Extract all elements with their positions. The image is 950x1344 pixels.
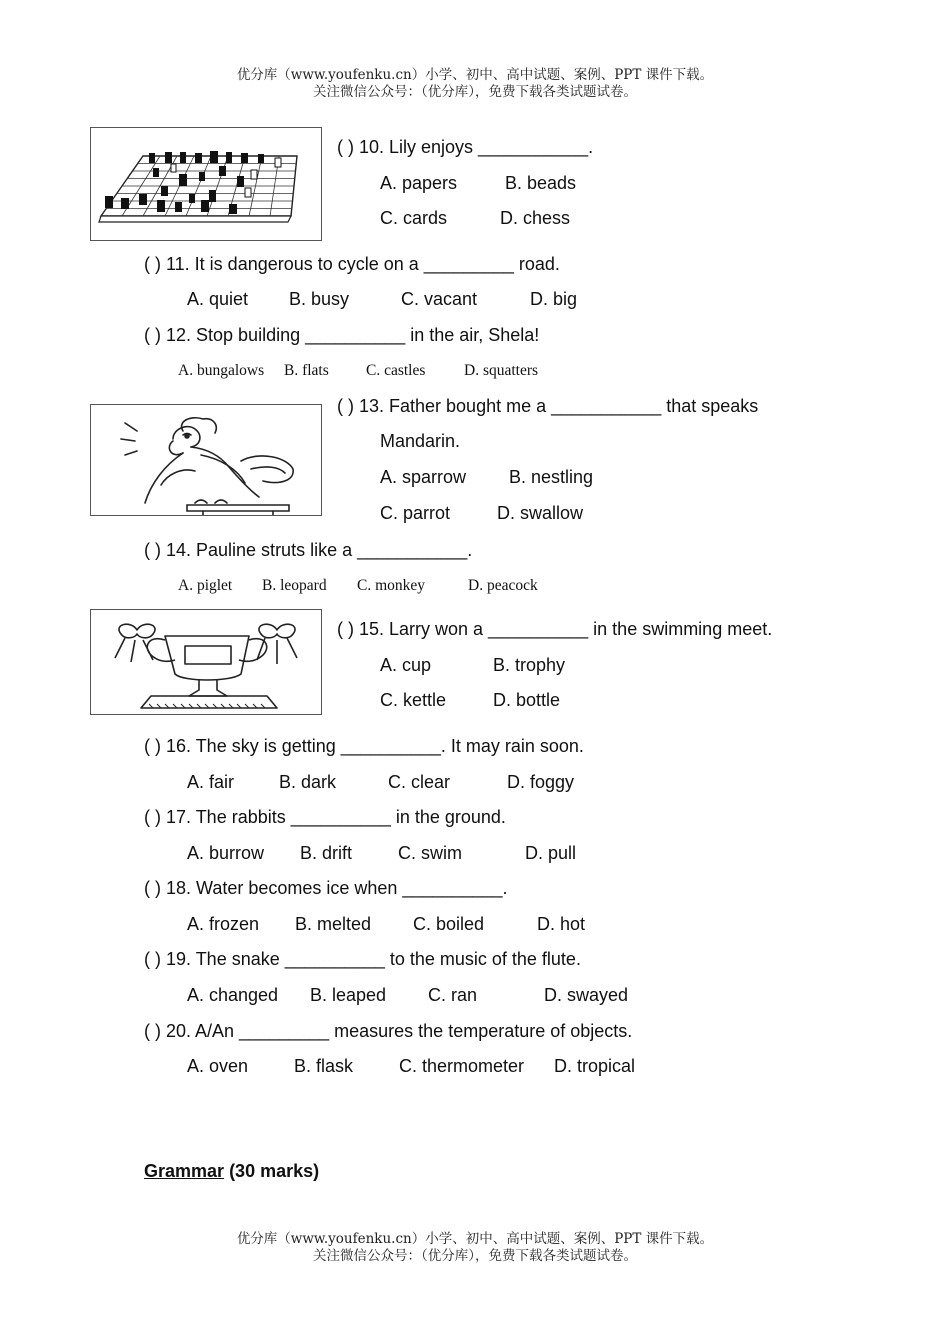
option-13-d[interactable]: D. swallow (497, 503, 584, 523)
option-19-c[interactable]: C. ran (428, 985, 478, 1005)
option-16-c[interactable]: C. clear (388, 772, 451, 792)
header-line-2: 关注微信公众号：（优分库），免费下载各类试题试卷。 (313, 84, 637, 100)
option-19-a[interactable]: A. changed (187, 985, 279, 1005)
option-14-c[interactable]: C. monkey (357, 577, 426, 594)
option-10-c[interactable]: C. cards (380, 208, 448, 228)
option-13-b[interactable]: B. nestling (509, 467, 594, 487)
option-19-b[interactable]: B. leaped (310, 985, 387, 1005)
option-15-a[interactable]: A. cup (380, 655, 432, 675)
page-footer (0, 1231, 950, 1265)
footer-line-1: 优分库（www.youfenku.cn）小学、初中、高中试题、案例、PPT 课件下载。 (236, 1231, 714, 1247)
chess-board-picture (90, 127, 322, 241)
page-header (0, 67, 950, 101)
parrot-picture (90, 404, 322, 516)
trophy-picture (90, 609, 322, 715)
question-18: ( ) 18. Water becomes ice when __________. (144, 878, 508, 898)
question-19: ( ) 19. The snake __________ to the music of the flute. (144, 949, 581, 969)
option-16-a[interactable]: A. fair (187, 772, 235, 792)
option-10-a[interactable]: A. papers (380, 173, 458, 193)
option-14-b[interactable]: B. leopard (262, 577, 327, 594)
section-title: Grammar (144, 1161, 225, 1181)
option-17-b[interactable]: B. drift (300, 843, 353, 863)
option-18-a[interactable]: A. frozen (187, 914, 260, 934)
option-17-c[interactable]: C. swim (398, 843, 462, 863)
option-13-c[interactable]: C. parrot (380, 503, 451, 523)
option-12-a[interactable]: A. bungalows (178, 362, 265, 379)
option-13-a[interactable]: A. sparrow (380, 467, 467, 487)
question-14: ( ) 14. Pauline struts like a ___________. (144, 540, 473, 560)
option-10-d[interactable]: D. chess (500, 208, 571, 228)
option-17-d[interactable]: D. pull (525, 843, 577, 863)
question-16: ( ) 16. The sky is getting __________. It may rain soon. (144, 736, 584, 756)
header-line-1: 优分库（www.youfenku.cn）小学、初中、高中试题、案例、PPT 课件下载。 (236, 67, 714, 83)
option-20-b[interactable]: B. flask (294, 1056, 354, 1076)
option-12-c[interactable]: C. castles (366, 362, 426, 379)
footer-line-2: 关注微信公众号：（优分库），免费下载各类试题试卷。 (313, 1248, 637, 1264)
option-12-d[interactable]: D. squatters (464, 362, 539, 379)
question-20: ( ) 20. A/An _________ measures the temperature of objects. (144, 1021, 633, 1041)
question-11: ( ) 11. It is dangerous to cycle on a _________ road. (144, 254, 560, 274)
option-10-b[interactable]: B. beads (505, 173, 577, 193)
section-marks: (30 marks) (229, 1161, 320, 1181)
option-11-a[interactable]: A. quiet (187, 289, 249, 309)
option-16-b[interactable]: B. dark (279, 772, 337, 792)
option-11-c[interactable]: C. vacant (401, 289, 478, 309)
option-12-b[interactable]: B. flats (284, 362, 329, 379)
option-15-c[interactable]: C. kettle (380, 690, 447, 710)
question-12: ( ) 12. Stop building __________ in the air, Shela! (144, 325, 540, 345)
option-20-c[interactable]: C. thermometer (399, 1056, 525, 1076)
option-15-d[interactable]: D. bottle (493, 690, 561, 710)
question-13-continued: Mandarin. (380, 431, 461, 451)
option-18-c[interactable]: C. boiled (413, 914, 485, 934)
option-14-a[interactable]: A. piglet (178, 577, 233, 594)
question-15: ( ) 15. Larry won a __________ in the swimming meet. (337, 619, 773, 639)
question-13: ( ) 13. Father bought me a ___________ that speaks (337, 396, 759, 416)
question-10: ( ) 10. Lily enjoys ___________. (337, 137, 594, 157)
option-18-d[interactable]: D. hot (537, 914, 586, 934)
option-11-b[interactable]: B. busy (289, 289, 350, 309)
option-14-d[interactable]: D. peacock (468, 577, 538, 594)
section-heading (144, 1161, 319, 1182)
option-20-a[interactable]: A. oven (187, 1056, 249, 1076)
option-11-d[interactable]: D. big (530, 289, 578, 309)
option-15-b[interactable]: B. trophy (493, 655, 566, 675)
question-17: ( ) 17. The rabbits __________ in the ground. (144, 807, 506, 827)
option-19-d[interactable]: D. swayed (544, 985, 629, 1005)
option-18-b[interactable]: B. melted (295, 914, 372, 934)
option-16-d[interactable]: D. foggy (507, 772, 575, 792)
option-20-d[interactable]: D. tropical (554, 1056, 636, 1076)
option-17-a[interactable]: A. burrow (187, 843, 265, 863)
